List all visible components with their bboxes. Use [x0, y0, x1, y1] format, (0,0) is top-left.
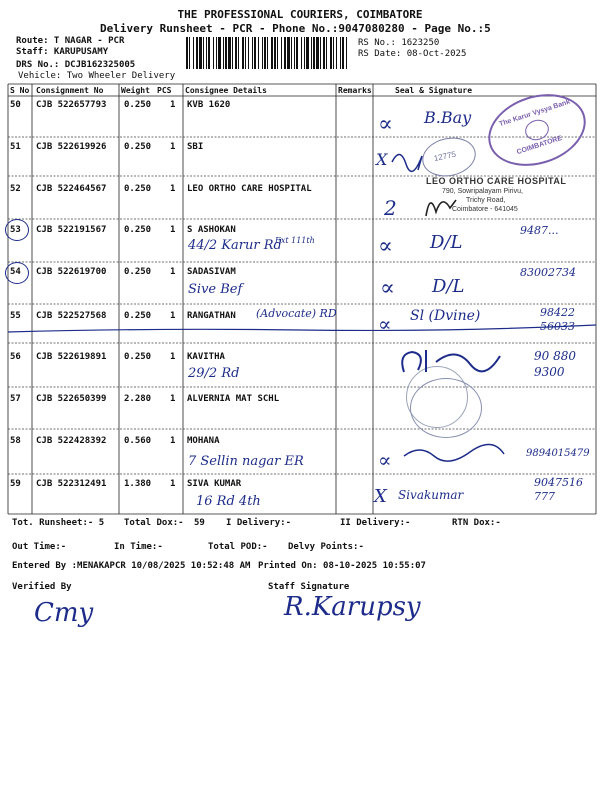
row-59-weight: 1.380 [124, 479, 152, 489]
row-55-signature: Sl (Dvine) [410, 308, 481, 324]
verified-by-signature: Cmy [34, 598, 94, 628]
row-50-consignee: KVB 1620 [187, 100, 231, 110]
verified-by-label: Verified By [12, 582, 72, 592]
row-58-phone: 9894015479 [526, 448, 590, 459]
row-54-circle-mark [5, 262, 29, 284]
row-53-consignment: CJB 522191567 [36, 225, 107, 235]
row-53-pcs: 1 [170, 225, 176, 235]
row-59-signature: Sivakumar [398, 488, 464, 502]
staff-signature: R.Karupsy [284, 592, 421, 622]
row-57-pcs: 1 [170, 394, 176, 404]
col-header-weight: Weight [121, 86, 150, 95]
row-53-circle-mark [5, 219, 29, 241]
col-header-consignee: Consignee Details [185, 86, 267, 95]
row-55-sno: 55 [10, 311, 21, 321]
out-time: Out Time:- [12, 542, 67, 552]
kvb-stamp-name: The Karur Vysya Bank [498, 98, 572, 129]
row-51-sno: 51 [10, 142, 21, 152]
row-54-sno: 54 [10, 267, 21, 277]
row-55-tick-mark: ∝ [378, 312, 392, 336]
leo-stamp-name: LEO ORTHO CARE HOSPITAL [426, 176, 567, 186]
row-58-weight: 0.560 [124, 436, 152, 446]
staff-label: Staff: KARUPUSAMY [16, 47, 109, 57]
row-56-signature-scribble [396, 342, 506, 382]
row-58-consignee: MOHANA [187, 436, 220, 446]
row-56-pcs: 1 [170, 352, 176, 362]
row-51-weight: 0.250 [124, 142, 152, 152]
kvb-stamp-city: COIMBATORE [515, 134, 564, 157]
row-54-pcs: 1 [170, 267, 176, 277]
leo-stamp-address: 790, Sowripalayam Pirivu, [442, 188, 523, 195]
col-header-sno: S No [10, 86, 30, 95]
row-51-cross-mark: X [376, 150, 388, 169]
row-58-address: 7 Sellin nagar ER [188, 454, 304, 469]
row-59-consignee: SIVA KUMAR [187, 479, 242, 489]
rs-number: RS No.: 1623250 [358, 38, 440, 48]
route-label: Route: T NAGAR - PCR [16, 36, 125, 46]
row-57-consignment: CJB 522650399 [36, 394, 107, 404]
entered-by: Entered By :MENAKAPCR 10/08/2025 10:52:48 AM [12, 561, 251, 571]
col-header-remarks: Remarks [338, 86, 372, 95]
row-54-weight: 0.250 [124, 267, 152, 277]
total-dox-value: 59 [194, 518, 205, 528]
faint-round-stamp-57 [410, 378, 482, 438]
col-header-pcs: PCS [157, 86, 172, 95]
col-header-consignment: Consignment No [36, 86, 104, 95]
row-59-cross-mark: X [374, 486, 387, 507]
drs-label: DRS No.: DCJB162325005 [16, 60, 136, 70]
staff-signature-label: Staff Signature [268, 582, 350, 592]
row-53-weight: 0.250 [124, 225, 152, 235]
sbi-stamp-code: 12775 [433, 149, 457, 164]
row-50-pcs: 1 [170, 100, 176, 110]
row-53-address: 44/2 Karur Rd [188, 238, 282, 253]
row-55-consignment: CJB 522527568 [36, 311, 107, 321]
i-delivery: I Delivery:- [226, 518, 292, 528]
total-dox-label: Total Dox:- [124, 518, 184, 528]
leo-stamp-address-2: Trichy Road, [466, 197, 506, 204]
row-50-signature: B.Bay [424, 108, 472, 127]
row-52-pcs: 1 [170, 184, 176, 194]
row-54-phone: 83002734 [520, 266, 576, 279]
rs-date: RS Date: 08-Oct-2025 [358, 49, 467, 59]
row-53-consignee: S ASHOKAN [187, 225, 236, 235]
row-53-tick-mark: ∝ [378, 234, 393, 259]
row-51-signature-scribble [388, 142, 428, 176]
rtn-dox: RTN Dox:- [452, 518, 501, 528]
row-52-consignment: CJB 522464567 [36, 184, 107, 194]
row-50-weight: 0.250 [124, 100, 152, 110]
row-55-consignee: RANGATHAN [187, 311, 236, 321]
row-59-address: 16 Rd 4th [196, 494, 261, 509]
row-52-mark: 2 [384, 196, 397, 220]
row-59-consignment: CJB 522312491 [36, 479, 107, 489]
ii-delivery: II Delivery:- [340, 518, 411, 528]
row-52-sno: 52 [10, 184, 21, 194]
row-56-weight: 0.250 [124, 352, 152, 362]
row-55-address: (Advocate) RD [256, 307, 337, 320]
row-54-consignee: SADASIVAM [187, 267, 236, 277]
row-51-consignee: SBI [187, 142, 204, 152]
row-54-tick-mark: ∝ [380, 276, 395, 301]
row-58-sno: 58 [10, 436, 21, 446]
row-57-sno: 57 [10, 394, 21, 404]
row-50-tick-mark: ∝ [378, 112, 393, 137]
row-58-signature-scribble [400, 440, 510, 466]
row-50-sno: 50 [10, 100, 21, 110]
delvy-points: Delvy Points:- [288, 542, 364, 552]
row-58-tick-mark: ∝ [378, 448, 392, 472]
row-55-pcs: 1 [170, 311, 176, 321]
row-52-consignee: LEO ORTHO CARE HOSPITAL [187, 184, 312, 194]
row-53-sno: 53 [10, 225, 21, 235]
row-57-weight: 2.280 [124, 394, 152, 404]
vehicle-label: Vehicle: Two Wheeler Delivery [18, 71, 176, 81]
row-54-signature: D/L [432, 276, 465, 297]
row-53-phone: 9487... [520, 224, 559, 237]
row-54-consignment: CJB 522619700 [36, 267, 107, 277]
row-50-consignment: CJB 522657793 [36, 100, 107, 110]
row-51-pcs: 1 [170, 142, 176, 152]
row-58-pcs: 1 [170, 436, 176, 446]
row-51-consignment: CJB 522619926 [36, 142, 107, 152]
row-54-address: Sive Bef [188, 282, 243, 297]
row-59-pcs: 1 [170, 479, 176, 489]
row-53-signature: D/L [430, 232, 463, 253]
printed-on: Printed On: 08-10-2025 10:55:07 [258, 561, 426, 571]
row-52-signature-scribble [420, 188, 460, 222]
row-58-consignment: CJB 522428392 [36, 436, 107, 446]
row-59-phone: 9047516 777 [534, 476, 583, 503]
runsheet-subtitle: Delivery Runsheet - PCR - Phone No.:9047080280 - Page No.:5 [100, 22, 491, 35]
row-55-phone: 98422 56033 [540, 306, 575, 333]
company-title: THE PROFESSIONAL COURIERS, COIMBATORE [177, 8, 423, 21]
row-52-weight: 0.250 [124, 184, 152, 194]
col-header-seal-signature: Seal & Signature [395, 86, 473, 95]
row-56-sno: 56 [10, 352, 21, 362]
in-time: In Time:- [114, 542, 163, 552]
row-55-weight: 0.250 [124, 311, 152, 321]
row-56-phone: 90 880 9300 [534, 349, 576, 379]
row-59-sno: 59 [10, 479, 21, 489]
total-runsheet: Tot. Runsheet:- 5 [12, 518, 105, 528]
leo-stamp-city: Coimbatore - 641045 [452, 206, 518, 213]
row-57-consignee: ALVERNIA MAT SCHL [187, 394, 280, 404]
row-56-consignee: KAVITHA [187, 352, 225, 362]
row-56-address: 29/2 Rd [188, 366, 240, 381]
row-53-address-ext: Ext 111th [275, 236, 315, 245]
row-56-consignment: CJB 522619891 [36, 352, 107, 362]
total-pod: Total POD:- [208, 542, 268, 552]
